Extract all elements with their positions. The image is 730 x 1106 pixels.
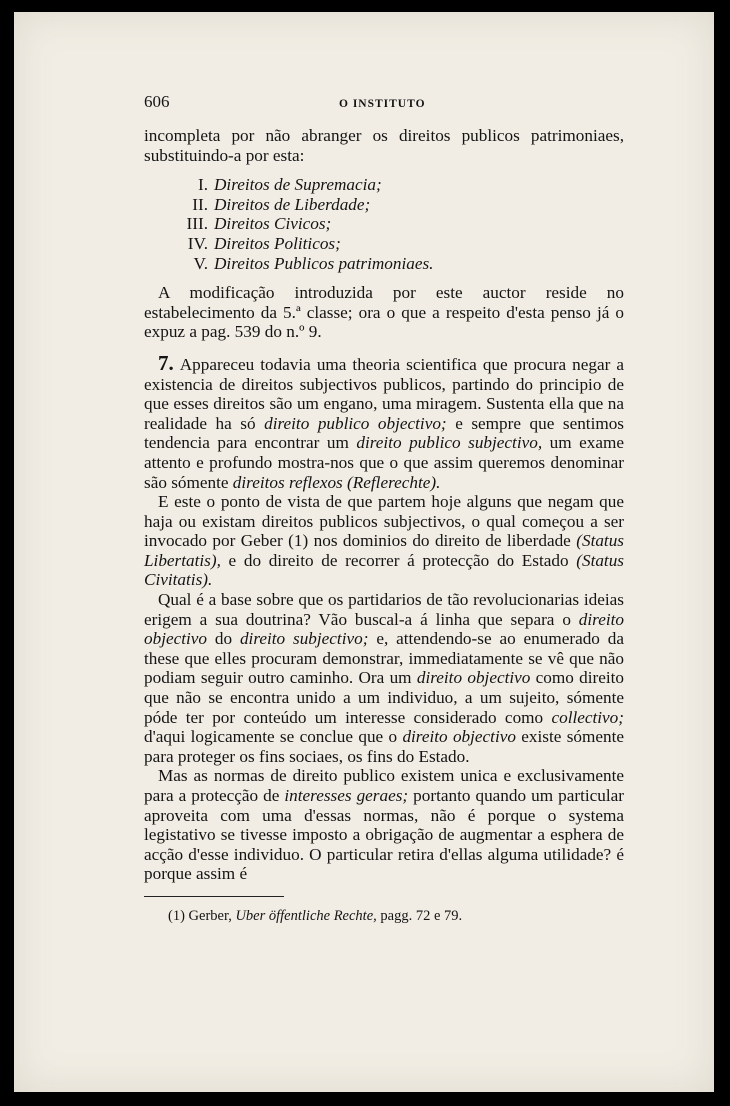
list-item — [156, 195, 624, 215]
list-item-label: Direitos de Liberdade; — [214, 194, 371, 214]
emphasis-run: Uber öffentliche Rechte, — [235, 907, 377, 924]
text-run: Appareceu todavia uma theoria scientifica que procura negar a existencia de direitos subjectivos publicos, partindo do principio de que esses direitos são um engano, uma miragem. Sustenta ella que na realidade ha só — [144, 354, 624, 433]
running-title: O INSTITUTO — [339, 98, 426, 110]
emphasis-run: interesses geraes; — [284, 786, 409, 805]
list-item-number: IV. — [187, 233, 208, 253]
text-run: (1) Gerber, — [168, 907, 236, 924]
list-item-label: Direitos Civicos; — [214, 214, 332, 234]
page-content — [144, 92, 624, 927]
text-run: d'aqui logicamente se conclue que o — [144, 727, 403, 747]
list-item-label: Direitos Publicos patrimoniaes. — [214, 253, 434, 273]
normas-paragraph — [144, 766, 624, 884]
list-item — [156, 234, 624, 254]
list-item-label: Direitos de Supremacia; — [214, 175, 382, 195]
footnote-divider — [144, 896, 284, 897]
text-run: e sempre que sentimos tendencia para encontrar um — [144, 413, 624, 453]
emphasis-run: direito publico objectivo; — [264, 413, 447, 433]
intro-paragraph: incompleta por não abranger os direitos publicos patrimoniaes, substituindo-a por esta: — [144, 126, 624, 165]
text-run: e do direito de recorrer á protecção do Estado — [220, 550, 577, 570]
emphasis-run: collectivo; — [551, 707, 624, 727]
emphasis-run: direitos reflexos (Reflerechte). — [232, 472, 441, 492]
ponto-paragraph — [144, 492, 624, 590]
list-item — [156, 214, 624, 234]
running-head — [144, 92, 624, 120]
list-item-number: III. — [186, 214, 208, 234]
text-run: portanto quando um particular aproveita com uma d'essas normas, não é porque o systema legistativo se tivesse imposto a obrigação de augmentar a esphera de acção d'esse individuo. O particular retira d'ellas alguma utilidade? é porque assim é — [144, 786, 624, 884]
text-run: um exame attento e profundo mostra-nos que o que assim queremos denominar são sómente — [144, 433, 624, 492]
modificacao-paragraph: A modificação introduzida por este auctor reside no estabelecimento da 5.ª classe; ora o que a respeito d'esta penso já o expuz a pag. 539 do n.º 9. — [144, 283, 624, 342]
text-run: Qual é a base sobre que os partidarios de tão revolucionarias ideias erigem a sua doutrina? Vão buscal-a á linha que separa o — [144, 590, 624, 629]
emphasis-run: direito publico subjectivo, — [356, 433, 543, 453]
list-item-number: V. — [193, 253, 208, 273]
list-item-label: Direitos Politicos; — [214, 233, 341, 253]
text-run: existe sómente para proteger os fins sociaes, os fins do Estado. — [144, 727, 624, 766]
text-run: E este o ponto de vista de que partem hoje alguns que negam que haja ou existam direitos publicos subjectivos, o qual começou a ser invocado por Geber (1) nos dominios do direito de liberdade — [144, 492, 624, 551]
text-run: pagg. 72 e 79. — [376, 907, 463, 924]
emphasis-run: direito objectivo — [416, 668, 531, 688]
text-run: Mas as normas de direito publico existem unica e exclusivamente para a protecção de — [144, 766, 624, 805]
section-7-paragraph — [144, 350, 624, 492]
text-run: e, attendendo-se ao enumerado da these que elles procuram demonstrar, immediatamente se vê que não podiam seguir outro caminho. Ora um — [144, 629, 625, 688]
footnote — [144, 907, 624, 927]
emphasis-run: (Status Libertatis), — [144, 531, 624, 570]
list-item-number: II. — [192, 194, 208, 214]
classes-list — [156, 175, 624, 273]
text-run: do — [207, 629, 240, 649]
page-number: 606 — [144, 92, 170, 111]
emphasis-run: (Status Civitatis). — [144, 550, 624, 590]
list-item — [156, 254, 624, 274]
base-paragraph — [144, 590, 624, 766]
list-item-number: I. — [197, 175, 208, 195]
emphasis-run: direito subjectivo; — [239, 629, 369, 649]
emphasis-run: direito objectivo — [144, 609, 624, 649]
emphasis-run: direito objectivo — [402, 727, 516, 747]
book-page — [14, 12, 714, 1092]
section-number: 7. — [158, 350, 174, 375]
text-run: como direito que não se encontra unido a um individuo, a um sujeito, sómente póde ter por conteúdo um interesse considerado como — [144, 668, 625, 727]
list-item — [156, 175, 624, 195]
